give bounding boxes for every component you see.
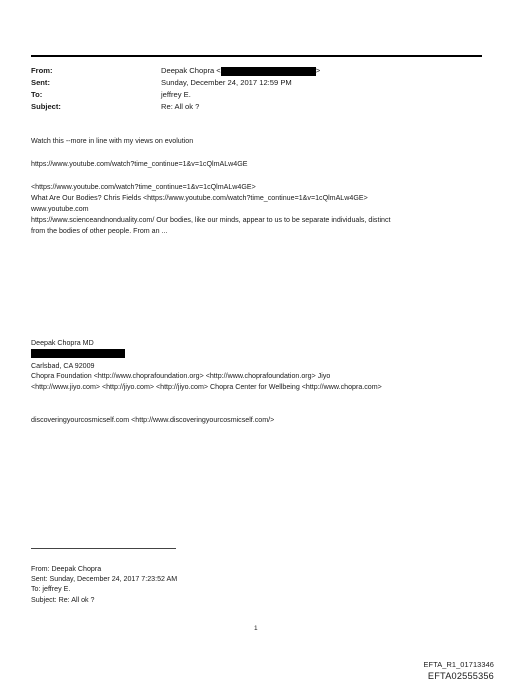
bates-number-large: EFTA02555356 (427, 671, 494, 681)
quoted-from: From: Deepak Chopra (31, 565, 102, 573)
signature-redacted-line (31, 349, 125, 359)
sent-label: Sent: (31, 78, 50, 87)
body-line: What Are Our Bodies? Chris Fields <https://www.youtube.com/watch?time_continue=1&v=1cQlmALw4GE> (31, 194, 368, 202)
subject-label: Subject: (31, 102, 61, 111)
from-sender: Deepak Chopra < (161, 66, 221, 75)
subject-value: Re: All ok ? (161, 102, 200, 111)
to-label: To: (31, 90, 43, 99)
bates-number-small: EFTA_R1_01713346 (423, 660, 494, 669)
signature-line: <http://www.jiyo.com> <http://jiyo.com> <http://jiyo.com> Chopra Center for Wellbeing <http://www.chopra.com> (31, 383, 382, 391)
redaction-box (221, 67, 316, 76)
signature-line: discoveringyourcosmicself.com <http://www.discoveringyourcosmicself.com/> (31, 416, 275, 424)
from-value (161, 66, 320, 76)
quoted-sent: Sent: Sunday, December 24, 2017 7:23:52 AM (31, 575, 178, 583)
signature-address: Carlsbad, CA 92009 (31, 362, 95, 370)
to-value: jeffrey E. (161, 90, 191, 99)
body-link[interactable]: https://www.youtube.com/watch?time_continue=1&v=1cQlmALw4GE (31, 160, 248, 168)
body-link[interactable]: www.youtube.com (31, 205, 89, 213)
from-suffix: > (315, 66, 321, 75)
from-label: From: (31, 66, 53, 75)
body-line: from the bodies of other people. From an ... (31, 227, 168, 235)
body-line: https://www.scienceandnonduality.com/ Our bodies, like our minds, appear to us to be separate individuals, distinct (31, 216, 391, 224)
sent-value: Sunday, December 24, 2017 12:59 PM (161, 78, 292, 87)
quoted-subject: Subject: Re: All ok ? (31, 596, 95, 604)
header-top-rule (31, 55, 482, 57)
page-number: 1 (254, 625, 258, 632)
quoted-to: To: jeffrey E. (31, 585, 71, 593)
signature-name: Deepak Chopra MD (31, 339, 94, 347)
redaction-box (31, 349, 125, 358)
body-line: Watch this --more in line with my views on evolution (31, 137, 194, 145)
body-link[interactable]: <https://www.youtube.com/watch?time_continue=1&v=1cQlmALw4GE> (31, 183, 256, 191)
signature-line: Chopra Foundation <http://www.choprafoundation.org> <http://www.choprafoundation.org> Jiyo (31, 372, 331, 380)
quote-separator (31, 548, 176, 549)
